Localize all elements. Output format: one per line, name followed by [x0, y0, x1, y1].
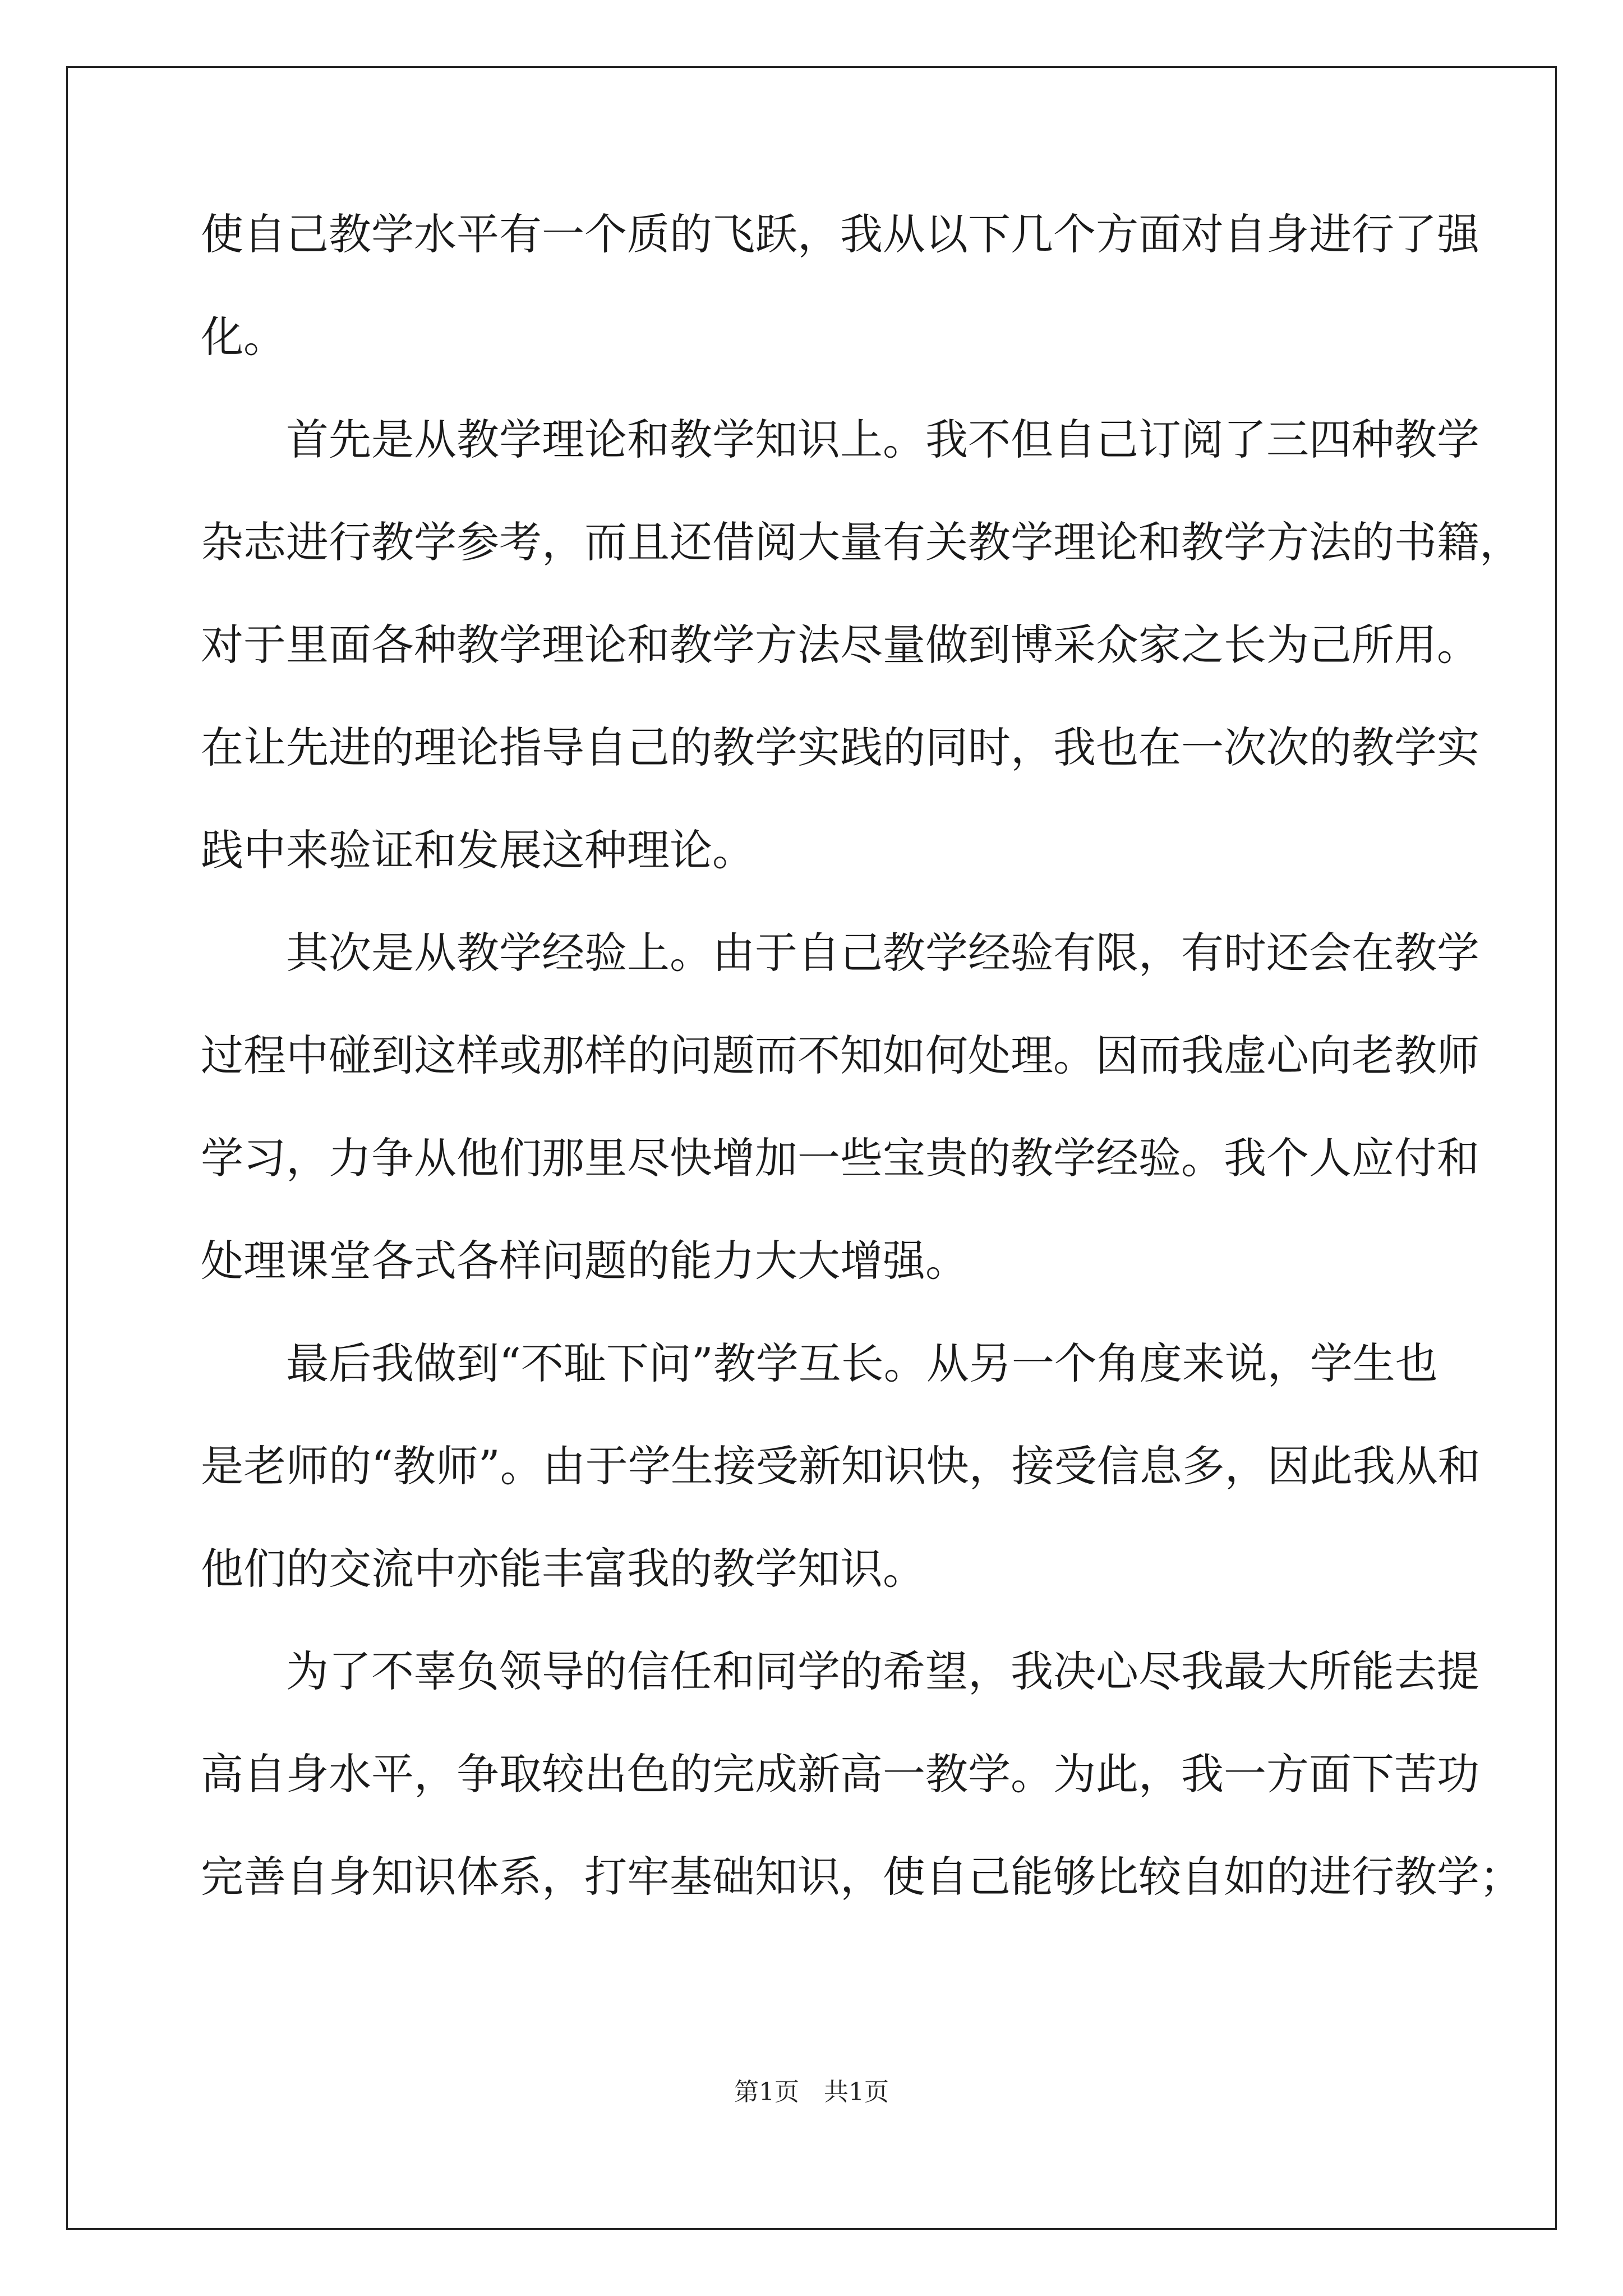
- text-line: 在让先进的理论指导自己的教学实践的同时，我也在一次次的教学实: [201, 723, 1479, 772]
- paragraph-first-line: 其次是从教学经验上。由于自己教学经验有限，有时还会在教学: [286, 928, 1479, 978]
- paragraph-first-line: 为了不辜负领导的信任和同学的希望，我决心尽我最大所能去提: [286, 1646, 1479, 1696]
- text-line: 是老师的“教师”。由于学生接受新知识快，接受信息多，因此我从和: [201, 1441, 1481, 1491]
- text-line: 践中来验证和发展这种理论。: [201, 825, 755, 875]
- text-line: 高自身水平，争取较出色的完成新高一教学。为此，我一方面下苦功: [201, 1749, 1479, 1799]
- text-line: 过程中碰到这样或那样的问题而不知如何处理。因而我虚心向老教师: [201, 1030, 1479, 1080]
- text-line: 完善自身知识体系，打牢基础知识，使自己能够比较自如的进行教学；: [201, 1852, 1522, 1902]
- text-line: 杂志进行教学参考，而且还借阅大量有关教学理论和教学方法的书籍，: [201, 517, 1522, 567]
- text-line: 他们的交流中亦能丰富我的教学知识。: [201, 1544, 925, 1594]
- text-line: 对于里面各种教学理论和教学方法尽量做到博采众家之长为己所用。: [201, 620, 1479, 670]
- paragraph-first-line: 首先是从教学理论和教学知识上。我不但自己订阅了三四种教学: [286, 415, 1479, 464]
- paragraph-first-line: 最后我做到“不耻下问”教学互长。从另一个角度来说，学生也: [286, 1338, 1438, 1388]
- text-line: 处理课堂各式各样问题的能力大大增强。: [201, 1236, 968, 1286]
- text-line: 使自己教学水平有一个质的飞跃，我从以下几个方面对自身进行了强: [201, 209, 1479, 259]
- text-line: 化。: [201, 312, 286, 362]
- page-number-footer: 第1页 共1页: [734, 2078, 889, 2106]
- text-line: 学习，力争从他们那里尽快增加一些宝贵的教学经验。我个人应付和: [201, 1133, 1479, 1183]
